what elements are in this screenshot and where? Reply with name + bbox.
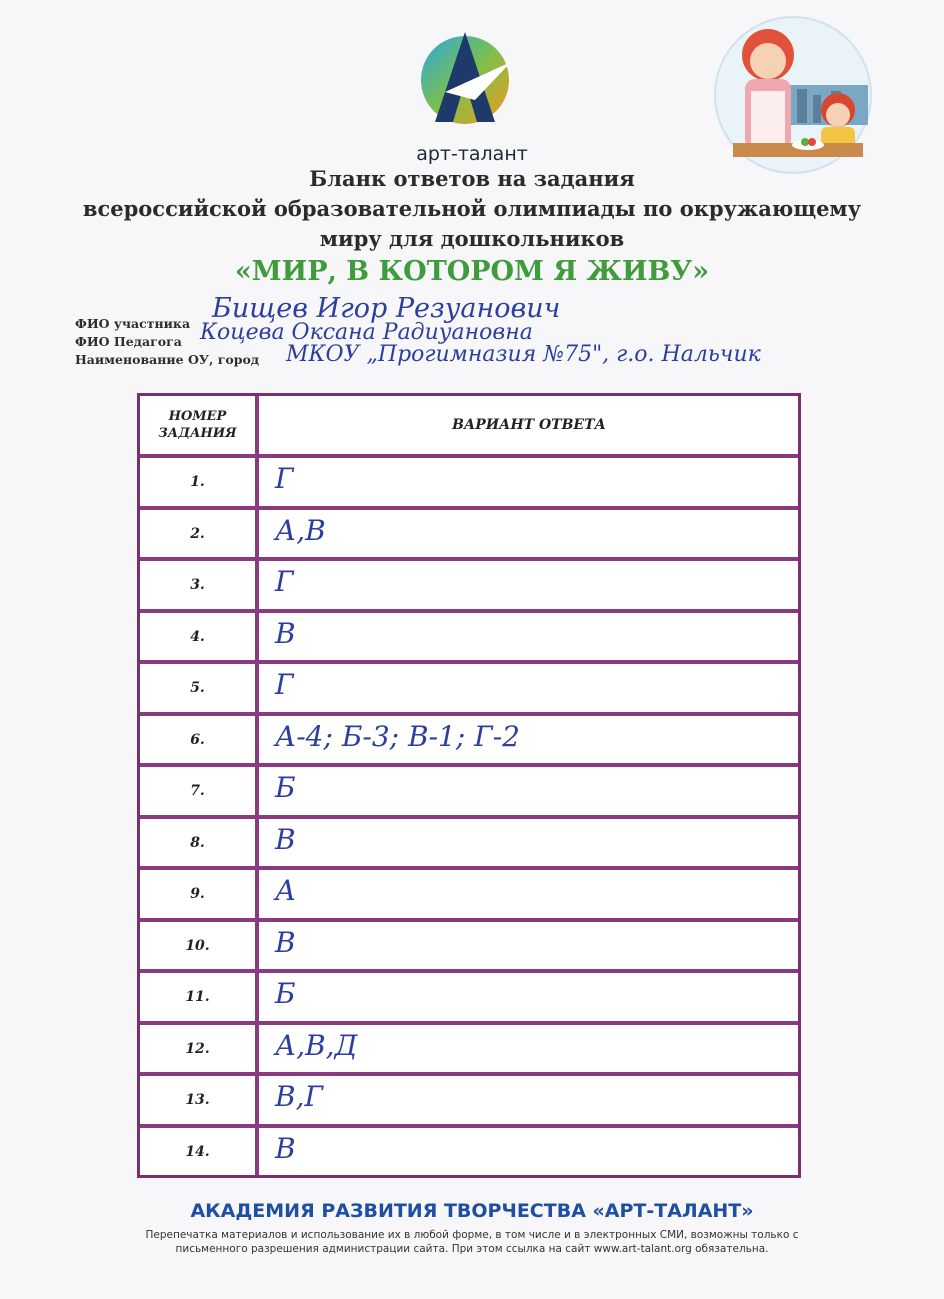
task-number: 13.: [185, 1092, 210, 1108]
task-number: 1.: [190, 474, 205, 490]
task-number: 9.: [190, 886, 205, 902]
handwritten-answer: В: [275, 1131, 296, 1165]
task-number: 11.: [185, 989, 210, 1005]
handwritten-answer: А,В,Д: [275, 1028, 358, 1062]
table-row: [140, 557, 798, 609]
olympiad-name: «МИР, В КОТОРОМ Я ЖИВУ»: [234, 256, 710, 287]
footer-note-line-2: письменного разрешения администрации сайта. При этом ссылка на сайт www.art-talant.org обязательна.: [175, 1243, 769, 1255]
brand-name: арт-талант: [416, 143, 528, 165]
table-row: [140, 609, 798, 661]
table-row: [140, 1072, 798, 1124]
task-number: 2.: [190, 525, 205, 542]
handwritten-answer: В: [275, 616, 296, 650]
participant-label: ФИО участника: [75, 316, 191, 331]
handwritten-answer: А,В: [275, 513, 326, 547]
footer-note-line-1: Перепечатка материалов и использование их в любой форме, в том числе и в электронных СМИ, возможны только с: [145, 1229, 799, 1241]
mother-daughter-illustration: [713, 15, 873, 175]
teacher-name: Коцева Оксана Радиуановна: [200, 320, 533, 345]
handwritten-answer: Б: [275, 977, 296, 1010]
table-row: [140, 1021, 798, 1073]
header-answer-variant: ВАРИАНТ ОТВЕТА: [452, 417, 606, 433]
table-row: [140, 506, 798, 558]
table-row: [140, 454, 798, 506]
task-number: 7.: [190, 783, 205, 799]
school-name: МКОУ „Прогимназия №75", г.о. Нальчик: [286, 342, 761, 367]
table-row: [140, 866, 798, 918]
footer-academy-title: АКАДЕМИЯ РАЗВИТИЯ ТВОРЧЕСТВА «АРТ-ТАЛАНТ»: [190, 1200, 754, 1222]
table-row: [140, 763, 798, 815]
task-number: 8.: [190, 834, 205, 851]
task-number: 10.: [185, 937, 210, 954]
handwritten-answer: В,Г: [275, 1080, 324, 1113]
task-number: 6.: [190, 731, 205, 748]
answer-table: [137, 393, 801, 1178]
school-label: Наименование ОУ, город: [75, 352, 260, 367]
task-number: 4.: [190, 628, 205, 645]
title-line-3: миру для дошкольников: [319, 226, 625, 251]
table-row: [140, 660, 798, 712]
table-row: [140, 712, 798, 764]
footer-copyright-note: [110, 1228, 834, 1256]
title-line-2: всероссийской образовательной олимпиады по окружающему: [82, 196, 862, 221]
task-number: 14.: [185, 1143, 210, 1160]
task-number: 5.: [190, 680, 205, 696]
art-talant-logo: [415, 22, 515, 142]
teacher-label: ФИО Педагога: [75, 334, 182, 349]
handwritten-answer: Г: [275, 565, 294, 598]
table-row: [140, 918, 798, 970]
handwritten-answer: В: [275, 822, 296, 856]
table-row: [140, 815, 798, 867]
table-row: [140, 969, 798, 1021]
handwritten-answer: Б: [275, 771, 296, 804]
table-row: [140, 1124, 798, 1176]
handwritten-answer: В: [275, 925, 296, 959]
task-number: 3.: [190, 577, 205, 593]
title-line-1: Бланк ответов на задания: [309, 166, 635, 191]
handwritten-answer: Г: [275, 462, 294, 495]
handwritten-answer: А: [275, 874, 297, 907]
header-task-number: НОМЕР ЗАДАНИЯ: [158, 409, 237, 441]
participant-name: Бищев Игор Резуанович: [212, 293, 561, 324]
handwritten-answer: А-4; Б-3; В-1; Г-2: [275, 719, 520, 753]
handwritten-answer: Г: [275, 668, 294, 701]
task-number: 12.: [185, 1040, 210, 1057]
